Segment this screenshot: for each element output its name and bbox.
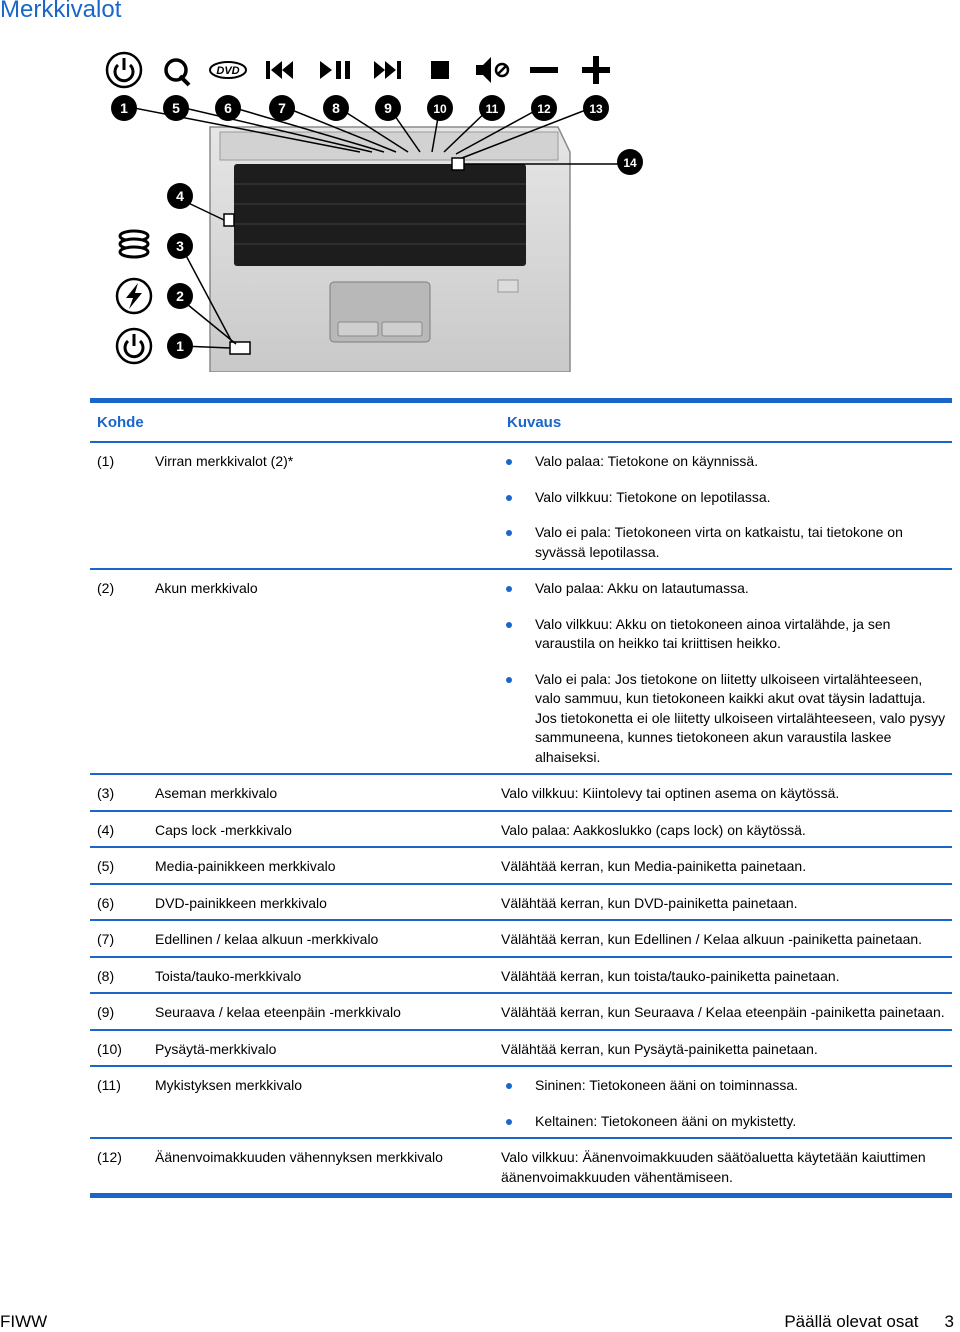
table-body [90,443,952,1193]
fingerprint-reader [498,280,518,292]
row-description [501,579,949,767]
description-bullet: Valo palaa: Tietokone on käynnissä. [501,452,949,472]
callout-1: 1 [176,338,184,354]
callout-11: 11 [485,102,499,116]
lights-table [90,398,952,1198]
row-description [501,452,949,562]
description-bullet-list [501,579,949,767]
row-number: (11) [97,1077,121,1093]
row-description [501,1076,949,1131]
description-bullet: Valo ei pala: Jos tietokone on liitetty ulkoiseen virtalähteeseen, valo sammuu, kun tietokoneen kaikki akut ovat täysin ladattuja. Jos tietokonetta ei ole liitetty ulkoiseen virtalähteeseen, valo pysyy sammuneena, kunnes tietokoneen akun varaustila laskee alhaiseksi. [501,670,949,768]
table-row [90,1031,952,1066]
callout-13: 13 [589,102,603,116]
row-item-name: Edellinen / kelaa alkuun -merkkivalo [155,931,379,947]
row-item-name: Media-painikkeen merkkivalo [155,858,336,874]
row-item-name: Akun merkkivalo [155,580,258,596]
stop-icon [431,61,449,79]
row-number: (7) [97,931,115,947]
volume-up-icon [582,56,610,84]
volume-down-icon [530,67,558,73]
row-number: (8) [97,967,115,984]
drive-icon [120,231,148,257]
callout-3: 3 [176,238,184,254]
header-item: Kohde [97,413,144,431]
description-bullet-list [501,452,949,562]
touchpad-left-button [338,322,378,336]
callout-5: 5 [172,100,180,116]
side-icons [117,231,151,363]
row-item-name: Aseman merkkivalo [155,785,278,801]
row-description: Valo vilkkuu: Kiintolevy tai optinen asema on käytössä. [501,785,840,801]
keyboard [234,164,526,266]
description-bullet: Keltainen: Tietokoneen ääni on mykistetty. [501,1112,949,1132]
row-description: Välähtää kerran, kun Seuraava / Kelaa eteenpäin -painiketta painetaan. [501,1004,945,1020]
footer-right [784,1312,954,1332]
table-row [90,775,952,810]
table-row [90,921,952,956]
caps-lock-light-box [224,214,234,226]
row-description: Välähtää kerran, kun DVD-painiketta painetaan. [501,894,798,911]
page-number: 3 [944,1312,954,1331]
callout-9: 9 [384,100,392,116]
row-number: (6) [97,894,115,911]
battery-charge-icon [117,279,151,313]
callout-12: 12 [537,102,551,116]
table-row [90,848,952,883]
row-item-name: Toista/tauko-merkkivalo [155,967,302,984]
previous-icon [266,61,293,79]
row-item-name: Seuraava / kelaa eteenpäin -merkkivalo [155,1004,401,1020]
laptop-figure [100,42,660,372]
callout-8: 8 [332,100,340,116]
table-row [90,1139,952,1193]
row-number: (9) [97,1004,115,1020]
footer-left: FIWW [0,1312,48,1331]
callout-14: 14 [623,156,637,170]
callout-6: 6 [224,100,232,116]
callout-4: 4 [176,188,184,204]
row-item-name: Caps lock -merkkivalo [155,821,292,838]
row-number: (4) [97,821,115,838]
table-header [90,403,952,441]
header-description: Kuvaus [507,413,562,431]
row-number: (1) [97,453,115,469]
callout-10: 10 [433,102,447,116]
row-number: (10) [97,1040,122,1057]
table-row [90,885,952,920]
page-title: Merkkivalot [0,0,122,23]
description-bullet: Valo vilkkuu: Tietokone on lepotilassa. [501,488,949,508]
row-description: Välähtää kerran, kun Media-painiketta painetaan. [501,858,807,874]
callout-1: 1 [120,100,128,116]
volume-light-box [452,158,464,170]
description-bullet: Valo ei pala: Tietokoneen virta on katkaistu, tai tietokone on syvässä lepotilassa. [501,523,949,562]
media-icon [166,60,189,85]
dvd-text: DVD [216,65,240,77]
touchpad-right-button [382,322,422,336]
description-bullet: Valo palaa: Akku on latautumassa. [501,579,949,599]
row-number: (12) [97,1149,122,1165]
next-icon [374,61,401,79]
row-number: (5) [97,858,115,874]
row-description: Välähtää kerran, kun Edellinen / Kelaa alkuun -painiketta painetaan. [501,931,923,947]
dvd-icon [210,62,246,78]
row-item-name: DVD-painikkeen merkkivalo [155,894,327,911]
row-item-name: Mykistyksen merkkivalo [155,1077,303,1093]
button-icons [107,53,610,87]
row-item-name: Pysäytä-merkkivalo [155,1040,277,1057]
row-item-name: Äänenvoimakkuuden vähennyksen merkkivalo [155,1149,443,1165]
row-description: Valo vilkkuu: Äänenvoimakkuuden säätöaluetta käytetään kaiuttimen äänenvoimakkuuden vähentämiseen. [501,1149,926,1185]
table-row [90,958,952,993]
row-item-name: Virran merkkivalot (2)* [155,453,294,469]
table-row [90,994,952,1029]
description-bullet: Sininen: Tietokoneen ääni on toiminnassa. [501,1076,949,1096]
play-pause-icon [320,61,350,79]
side-callouts [167,183,193,359]
row-description: Välähtää kerran, kun toista/tauko-painiketta painetaan. [501,967,840,984]
mute-icon [476,57,508,83]
table-row [90,812,952,847]
description-bullet-list [501,1076,949,1131]
row-description: Valo palaa: Aakkoslukko (caps lock) on käytössä. [501,821,806,838]
callout-7: 7 [278,100,286,116]
power-icon [107,53,141,87]
table-row [90,570,952,773]
table-bottom-rule [90,1193,952,1198]
front-lights-box [230,342,250,354]
table-row [90,443,952,568]
row-description: Välähtää kerran, kun Pysäytä-painiketta painetaan. [501,1040,818,1057]
callout-2: 2 [176,288,184,304]
row-number: (3) [97,785,115,801]
power-icon [117,329,151,363]
table-row [90,1067,952,1137]
footer-section: Päällä olevat osat [784,1312,919,1331]
description-bullet: Valo vilkkuu: Akku on tietokoneen ainoa virtalähde, ja sen varaustila on heikko tai kriittisen heikko. [501,615,949,654]
row-number: (2) [97,580,115,596]
